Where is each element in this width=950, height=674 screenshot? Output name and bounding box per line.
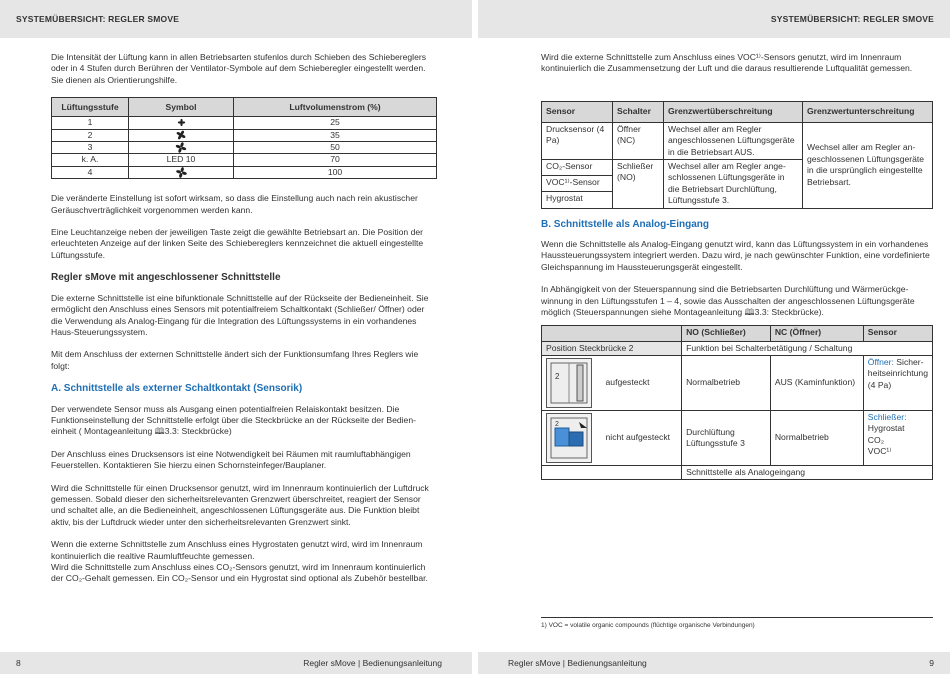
table-row bbox=[52, 154, 437, 166]
col-header-nc: NC (Öffner) bbox=[770, 325, 863, 341]
jumper-position-table bbox=[541, 325, 933, 481]
left-page-number: 8 bbox=[16, 658, 21, 668]
ventilation-level-table bbox=[51, 97, 437, 179]
col-header-airflow: Luftvolumenstrom (%) bbox=[234, 98, 437, 117]
sensor-threshold-table bbox=[541, 101, 933, 209]
fan-large-icon bbox=[175, 142, 187, 153]
right-footer-doc: Regler sMove | Bedienungsanleitung bbox=[508, 658, 647, 668]
level-cell: 2 bbox=[52, 129, 129, 141]
section-heading-interface: Regler sMove mit angeschlossener Schnittstelle bbox=[51, 272, 281, 284]
sensor-lead: Öffner: bbox=[867, 356, 894, 367]
paragraph-analog: Wenn die Schnittstelle als Analog-Eingang genutzt wird, kann das Lüftungssystem in ein vorhandenes Haussteuerungssystem integriert werden. Dazu wird, je nach gewünschter Funktion, eine vordefinierte Gleichspannung im Haussteuerungsgerät eingestellt. bbox=[541, 239, 930, 272]
switch-cell: Öffner (NC) bbox=[613, 122, 664, 159]
airflow-cell: 100 bbox=[234, 166, 437, 178]
table-row bbox=[542, 355, 933, 410]
table-row bbox=[52, 129, 437, 141]
fan-xlarge-icon bbox=[175, 167, 188, 178]
symbol-cell bbox=[129, 129, 234, 141]
airflow-cell: 50 bbox=[234, 142, 437, 154]
right-page bbox=[541, 52, 933, 480]
symbol-cell bbox=[129, 117, 234, 129]
jumper-unplugged-illustration bbox=[546, 413, 592, 463]
fan-medium-icon bbox=[176, 130, 186, 140]
sensor-cell: VOC¹⁾-Sensor bbox=[542, 176, 613, 192]
paragraph-voltage: In Abhängigkeit von der Steuerspannung sind die Betriebsarten Durchlüftung und Wärmerückgewinnung in den Lüftungsstufen 1 – 4, sowie das Ausschalten der angeschlossenen Lüftungsgeräte möglich (Steuerspannungen siehe Montageanleitung 🕮3.3: Steckbrücke). bbox=[541, 284, 915, 318]
paragraph-relay: Der verwendete Sensor muss als Ausgang einen potentialfreien Relaiskontakt besitzen. Die Funktionseinstellung der Schnittstelle erfolgt über die Steckbrücke an der Rückseite der Bedieneinheit ( Montageanleitung 🕮3.3: Steckbrücke) bbox=[51, 403, 416, 437]
col-header-symbol: Symbol bbox=[129, 98, 234, 117]
table-row bbox=[542, 122, 933, 159]
right-footer-bar bbox=[478, 652, 950, 674]
intro-paragraph: Die Intensität der Lüftung kann in allen Betriebsarten stufenlos durch Schieben des Schiebereglers oder in 4 Stufen durch Berühren der Ventilator-Symbole auf dem Schieberegler eingestellt werden. Sie dienen als Orientierungshilfe. bbox=[51, 52, 427, 85]
jumper-unplugged-icon bbox=[547, 414, 591, 462]
table-row bbox=[52, 142, 437, 154]
table-row bbox=[542, 465, 933, 479]
col-header-sensor: Sensor bbox=[863, 325, 932, 341]
left-header-title: SYSTEMÜBERSICHT: REGLER SMOVE bbox=[16, 14, 180, 24]
sensor-text: Sicherheitseinrichtung (4 Pa) bbox=[867, 356, 928, 390]
voc-intro-paragraph: Wird die externe Schnittstelle zum Anschluss eines VOC¹⁾-Sensors genutzt, wird im Innenraum kontinuierlich die Zusammensetzung der Luft und die daraus resultierende Luftqualität gemessen. bbox=[541, 52, 913, 74]
footnote: 1) VOC = volatile organic compounds (flüchtige organische Verbindungen) bbox=[541, 617, 933, 629]
section-heading-b: B. Schnittstelle als Analog-Eingang bbox=[541, 218, 709, 230]
left-footer-doc: Regler sMove | Bedienungsanleitung bbox=[303, 658, 442, 668]
paragraph-co2: Wird die Schnittstelle zum Anschluss eines CO₂-Sensors genutzt, wird im Innenraum kontinuierlich der CO₂-Gehalt gemessen. Ein CO₂-Sensor und ein Hygrostat sind optional als Zubehör bestellbar. bbox=[51, 562, 428, 584]
col-header-level: Lüftungsstufe bbox=[52, 98, 129, 117]
state-cell: nicht aufgesteckt bbox=[602, 410, 682, 465]
table-row bbox=[52, 166, 437, 178]
state-cell: aufgesteckt bbox=[602, 355, 682, 410]
table-row bbox=[542, 341, 933, 355]
symbol-cell: LED 10 bbox=[129, 154, 234, 166]
level-cell: k. A. bbox=[52, 154, 129, 166]
right-page-number: 9 bbox=[929, 658, 934, 668]
col-header-empty-2 bbox=[602, 325, 682, 341]
sensor-lead: Schließer: bbox=[867, 411, 907, 422]
svg-text:2: 2 bbox=[555, 420, 559, 428]
paragraph-function-scope: Mit dem Anschluss der externen Schnittstelle ändert sich der Funktionsumfang Ihres Reglers wie folgt: bbox=[51, 349, 419, 371]
right-header-bar bbox=[478, 0, 950, 38]
level-cell: 1 bbox=[52, 117, 129, 129]
sensor-voc: VOC¹⁾ bbox=[867, 446, 892, 457]
sensor-cell bbox=[863, 355, 932, 410]
paragraph-interface: Die externe Schnittstelle ist eine bifunktionale Schnittstelle auf der Rückseite der Bedieneinheit. Sie ermöglicht den Anschluss eines Sensors mit potentialfreiem Schaltkontakt (Schließer/ Öffner) oder die Verwendung als Analog-Eingang für die Integration des Lüftungssystems in ein vorhandenes Haus-Steuerungssystem. bbox=[51, 292, 429, 337]
sensor-hygrostat: Hygrostat bbox=[867, 423, 905, 434]
right-header-title: SYSTEMÜBERSICHT: REGLER SMOVE bbox=[770, 14, 934, 24]
paragraph-indicator: Eine Leuchtanzeige neben der jeweiligen Taste zeigt die gewählte Betriebsart an. Die Position der erleuchteten Anzeige auf der linken Seite des Schiebereglers kennzeichnet die aktuell eingestellte Lüftungsstufe. bbox=[51, 227, 424, 260]
over-cell: Wechsel aller am Regler angeschlossenen Lüftungsgeräte in die Betriebsart AUS. bbox=[664, 122, 803, 159]
left-footer-bar bbox=[0, 652, 472, 674]
sensor-cell: Drucksensor (4 Pa) bbox=[542, 122, 613, 159]
sensor-co2: CO₂ bbox=[867, 434, 885, 445]
table-row bbox=[542, 410, 933, 465]
level-cell: 4 bbox=[52, 166, 129, 178]
symbol-cell bbox=[129, 166, 234, 178]
col-header-under: Grenzwertunterschreitung bbox=[803, 101, 933, 122]
col-header-switch: Schalter bbox=[613, 101, 664, 122]
nc-cell: Normalbetrieb bbox=[770, 410, 863, 465]
jumper-plugged-icon bbox=[547, 359, 591, 407]
jumper-position-label: Position Steckbrücke 2 bbox=[542, 341, 682, 355]
symbol-cell bbox=[129, 142, 234, 154]
section-heading-a: A. Schnittstelle als externer Schaltkontakt (Sensorik) bbox=[51, 383, 303, 395]
paragraph-pressure-sensor: Der Anschluss eines Drucksensors ist eine Notwendigkeit bei Räumen mit raumluftabhängigen Feuerstellen. Kontaktieren Sie hierzu einen Schornsteinfeger/Bauplaner. bbox=[51, 448, 411, 471]
switch-cell: Schließer (NO) bbox=[613, 160, 664, 209]
over-cell: Wechsel aller am Regler angeschlossenen Lüftungsgeräte in die Betriebsart Durchlüftung, Lüftungsstufe 3. bbox=[664, 160, 803, 209]
paragraph-hygrostat: Wenn die externe Schnittstelle zum Anschluss eines Hygrostaten genutzt wird, wird im Innenraum kontinuierlich die realtive Raumluftfeuchte gemessen. bbox=[51, 539, 423, 561]
svg-text:2: 2 bbox=[555, 371, 560, 381]
empty-cell bbox=[542, 465, 682, 479]
nc-cell: AUS (Kaminfunktion) bbox=[770, 355, 863, 410]
jumper-plugged-illustration bbox=[546, 358, 592, 408]
no-cell: Durchlüftung Lüftungsstufe 3 bbox=[682, 410, 771, 465]
jumper-image-cell bbox=[542, 355, 602, 410]
sensor-cell: Hygrostat bbox=[542, 192, 613, 208]
col-header-sensor: Sensor bbox=[542, 101, 613, 122]
analog-label: Schnittstelle als Analogeingang bbox=[682, 465, 933, 479]
under-cell: Wechsel aller am Regler angeschlossenen Lüftungsgeräte in die ursprünglich eingestellte Betriebsart. bbox=[803, 122, 933, 208]
paragraph-pressure-measure: Wird die Schnittstelle für einen Drucksensor genutzt, wird im Innenraum kontinuierlich der Luftdruck gemessen. Sobald dieser den sicherheitsrelevanten Grenzwert überschreitet, reagiert der Sensor und schaltet alle, an die Bedieneinheit, angeschlossenen Lüftungsgeräte aus. Die Funktion bleibt aktiv, bis der Luftdruck wieder unter den sicherheitsrelevanten Grenzwert sinkt. bbox=[51, 482, 429, 527]
function-label: Funktion bei Schalterbetätigung / Schaltung bbox=[682, 341, 933, 355]
sensor-cell: CO₂-Sensor bbox=[542, 160, 613, 176]
col-header-over: Grenzwertüberschreitung bbox=[664, 101, 803, 122]
paragraph-immediate: Die veränderte Einstellung ist sofort wirksam, so dass die Einstellung auch nach rein akustischer Geräuschverträglichkeit vorgenommen werden kann. bbox=[51, 193, 418, 215]
airflow-cell: 70 bbox=[234, 154, 437, 166]
left-header-bar bbox=[0, 0, 472, 38]
table-row bbox=[52, 117, 437, 129]
col-header-empty bbox=[542, 325, 602, 341]
no-cell: Normalbetrieb bbox=[682, 355, 771, 410]
jumper-image-cell bbox=[542, 410, 602, 465]
sensor-cell bbox=[863, 410, 932, 465]
level-cell: 3 bbox=[52, 142, 129, 154]
airflow-cell: 25 bbox=[234, 117, 437, 129]
fan-small-icon bbox=[177, 118, 186, 127]
col-header-no: NO (Schließer) bbox=[682, 325, 771, 341]
left-page bbox=[51, 52, 437, 596]
airflow-cell: 35 bbox=[234, 129, 437, 141]
